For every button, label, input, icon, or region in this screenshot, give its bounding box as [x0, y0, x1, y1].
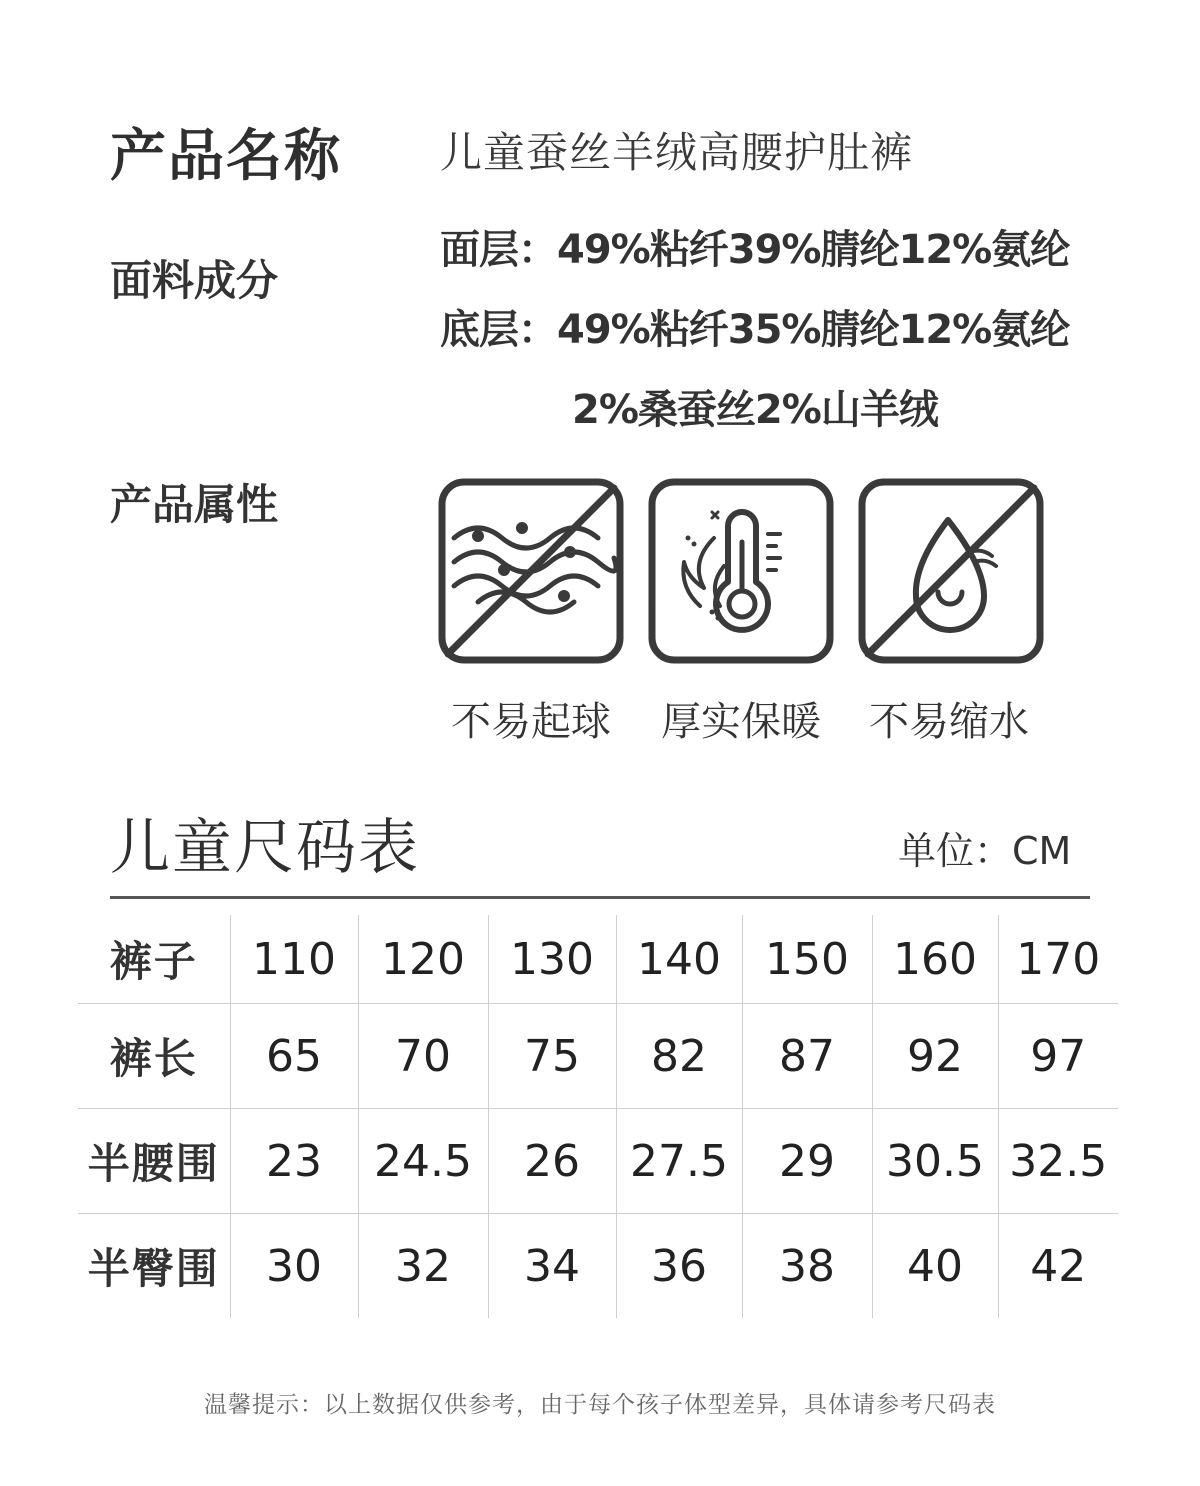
footer-note: 温馨提示：以上数据仅供参考，由于每个孩子体型差异，具体请参考尺码表 — [204, 1392, 996, 1418]
fabric-label: 面料成分 — [110, 256, 279, 305]
size-chart-table — [78, 915, 1118, 1318]
table-cell: 30 — [230, 1214, 358, 1319]
thermometer-warm-icon — [648, 478, 834, 664]
table-cell: 32.5 — [998, 1109, 1118, 1214]
table-cell: 87 — [742, 1004, 872, 1109]
size-chart-title: 儿童尺码表 — [110, 813, 420, 883]
anti-pilling-icon — [438, 478, 624, 664]
table-cell: 160 — [872, 915, 998, 1004]
table-cell: 27.5 — [616, 1109, 742, 1214]
table-cell: 40 — [872, 1214, 998, 1319]
row-label-half-waist: 半腰围 — [78, 1109, 230, 1214]
table-cell: 23 — [230, 1109, 358, 1214]
table-cell: 110 — [230, 915, 358, 1004]
table-cell: 170 — [998, 915, 1118, 1004]
table-cell: 120 — [358, 915, 488, 1004]
table-cell: 82 — [616, 1004, 742, 1109]
size-chart-divider — [110, 896, 1090, 899]
size-chart-unit: 单位：CM — [898, 829, 1072, 873]
table-cell: 92 — [872, 1004, 998, 1109]
table-cell: 36 — [616, 1214, 742, 1319]
product-name-label: 产品名称 — [110, 124, 342, 189]
table-cell: 150 — [742, 915, 872, 1004]
fabric-outer-layer: 面层：49%粘纤39%腈纶12%氨纶 — [440, 227, 1070, 273]
table-cell: 42 — [998, 1214, 1118, 1319]
fabric-inner-layer: 底层：49%粘纤35%腈纶12%氨纶 — [440, 307, 1070, 353]
table-cell: 97 — [998, 1004, 1118, 1109]
fabric-inner-layer-extra: 2%桑蚕丝2%山羊绒 — [572, 387, 938, 433]
attribute-caption-anti-pilling: 不易起球 — [451, 699, 611, 745]
row-label-pants-length: 裤长 — [78, 1004, 230, 1109]
table-cell: 75 — [488, 1004, 616, 1109]
table-cell: 65 — [230, 1004, 358, 1109]
table-row — [78, 915, 1118, 1004]
row-label-pants: 裤子 — [109, 937, 198, 986]
table-cell: 34 — [488, 1214, 616, 1319]
table-cell: 130 — [488, 915, 616, 1004]
table-cell: 30.5 — [872, 1109, 998, 1214]
table-row — [78, 1109, 1118, 1214]
table-cell: 24.5 — [358, 1109, 488, 1214]
attribute-caption-warm: 厚实保暖 — [661, 699, 821, 745]
row-label-half-hip: 半臀围 — [78, 1214, 230, 1319]
table-cell: 38 — [742, 1214, 872, 1319]
table-cell: 70 — [358, 1004, 488, 1109]
table-row — [78, 1214, 1118, 1319]
table-cell: 29 — [742, 1109, 872, 1214]
table-cell: 26 — [488, 1109, 616, 1214]
attribute-caption-no-shrink: 不易缩水 — [869, 699, 1029, 745]
attributes-label: 产品属性 — [110, 480, 279, 529]
no-shrink-icon — [858, 478, 1044, 664]
table-row — [78, 1004, 1118, 1109]
table-cell: 140 — [616, 915, 742, 1004]
table-cell: 32 — [358, 1214, 488, 1319]
product-name-value: 儿童蚕丝羊绒高腰护肚裤 — [440, 128, 914, 177]
